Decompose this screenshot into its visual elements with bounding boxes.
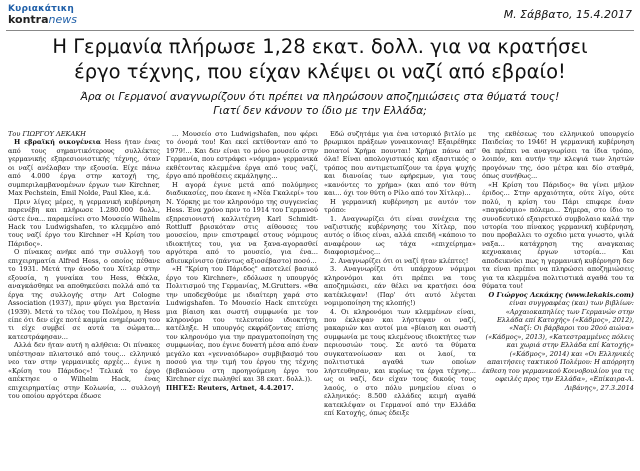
author-bio <box>482 291 634 392</box>
bio-website-link[interactable]: (www.lekakis.com) <box>565 290 634 299</box>
paragraph: Πριν λίγες μέρες, η γερμανική κυβέρνηση παρενέβη και πλήρωσε 1.280.000 δολλ., ώστε ένα... παραμείνει στο Μουσείο Wilhelm Hack του Ludwigshafen, το κλεμμένο από τους ναζί έργο του Kirchner «Η Κρίση του Πάριδος». <box>8 197 160 248</box>
logo-brand-main: kontra <box>8 13 49 26</box>
headline-line-1: Η Γερμανία πλήρωσε 1,28 εκατ. δολλ. για να κρατήσει <box>52 35 588 58</box>
paragraph: 2. Αναγνωρίζει ότι οι ναζί ήταν κλέπτες! <box>330 256 469 265</box>
headline-line-2: έργο τέχνης, που είχαν κλέψει οι ναζί από εβραίο! <box>74 60 566 83</box>
article-column-4 <box>482 130 634 468</box>
article-column-1 <box>8 130 160 468</box>
byline: Του ΓΙΩΡΓΟΥ ΛΕΚΑΚΗ <box>8 130 86 138</box>
subtitle-line-1: Άρα οι Γερμανοί αναγνωρίζουν ότι πρέπει να πληρώσουν αποζημιώσεις στα θύματά τους! <box>80 91 560 103</box>
lead-in: Η εβραϊκή οικογένεια <box>14 138 101 147</box>
paragraph <box>8 138 160 197</box>
paragraph: 3. Αναγνωρίζει ότι υπάρχουν νόμιμοι κληρονόμοι και ότι πρέπει να τους αποζημιώσει, εάν θέλει να κρατήσει όσα κατέκλεψαν! (Παρ' ότι αυτό λέγεται νομιμοποίηση της κλοπής!) <box>324 265 476 308</box>
paragraph-text: Hess ήταν ένας από τους σημαντικότερους συλλέκτες γερμανικής εξπρεσιονιστικής τέχνης, όταν οι ναζί ανέλαβαν την εξουσία. Είχε πάνω από 4.000 έργα στην κατοχή της, συμπεριλαμβανομένων έργων των Kirchner, Max Pechstein, Emil Nolde, Paul Klee, κ.ά. <box>8 138 160 198</box>
bio-author: Ο Γιώργος Λεκάκης <box>488 290 563 299</box>
newspaper-logo <box>8 5 77 25</box>
paragraph: 4. Οι κληρονόμοι των κλεμμένων είναι, που έκλεψαν και λήστεψαν οι ναζί, μακαριών και αυτοί μια «βίαιση και σωστή συμφωνία με τους κλεμένους ιδιοκτήτες των περιουσιών τους. Σε αυτό τα θύματα συγκατανοίωσαν και οι λαοί, τα πολιτιστικά αγαθά των οποίων λήστευθησαν, και κυρίως τα έργα τέχνης... ως οι ναζί, δεν είχαν τους δικούς τους λαούς, ο στο πόλυ μνημείου είναι ο ελληνικός: 8.500 ελλάδες κειμή αγαθά κατεκλέψαν οι Γερμανοί από την Ελλάδα επί Κατοχής, όπως έδειξε <box>324 307 476 417</box>
paragraph: Η γερμανική κυβέρνηση με αυτόν τον τρόπο: <box>324 197 476 215</box>
paragraph: Η αγορά έγινε μετά από πολύμηνες διαδικασίες, που έκανε η «Νέα Γκαλερί» του Ν. Υόρκης με τον κληρονόμο της συγγενείας Hess. Ένα χρόνο πριν το 1914 του Γερμανού εξπρεσιονιστή καλλιτέχνη Karl Schmidt-Rottluff βρισκόταν στις αίθουσες του μουσείου, πριν επιστραφεί στους νόμιμους ιδιοκτήτες του, για να ξανα-αγορασθεί αργότερα από το μουσείο, για ένα... αδιευκρίνιστο (πάντως αξιοσέβαστο) ποσό... <box>166 180 318 265</box>
article-column-3 <box>324 130 476 468</box>
paragraph: Αλλά δεν ήταν αυτή η αλήθεια: Οι πίνακες υπέστησαν πλιατσικό από τους... ελληνικό νεο ταν στην γερμανικές αρχές... έγινε η «Κρίση του Πάριδος»! Τελικά το έργο απέκτησε ο Wilhelm Hack, ένας επιχειρηματίας στην Κολωνία, ... συλλογή του οποίου αργότερα έδωσε <box>8 341 160 401</box>
headline <box>8 34 632 84</box>
paragraph: Ο πίνακας ανήκε από την συλλογή του επιχειρηματία Alfred Hess, ο οποίος πέθανε το 1931. Μετά την άνοδο του Χίτλερ στην εξουσία, η γυναίκα του Hess, Θέκλα, αναγκάσθηκε να αποθηκεύσει πολλά από τα έργα της συλλογής στην Art Cologne Association (1937), πριν φύγει για Βρετανία (1939). Μετά το τέλος του Πολέμου, η Hess είπε ότι δεν είχε ποτέ καμμία ενημέρωση του τι είχε συμβεί σε αυτά τα σώματα... κατεστράφησαν... <box>8 248 160 341</box>
subtitle-line-2: Γιατί δεν κάνουν το ίδιο με την Ελλάδα; <box>213 105 427 117</box>
logo-top-word: Κυριακάτικη <box>8 4 75 14</box>
logo-brand-suffix: news <box>48 13 77 26</box>
paragraph: Εδώ συζητάμε για ένα ιστορικό βιτλίο με βρωμικοι πράξεων γυναικονιας! Εξαιρέθηκε ποιατοί Χρήμα πουνται! Χρήμα πάνω απ' όλα! Είναι απολογιστικός και εξασιτικός ο τρόπος που αντιμετωπίζουν τα έργα ψυχής και διανοίας των εφήρεμων, για τους «κανόντες το χρήμα» (και από τον θύτη και... όχι τον θύτη ο Ρίλο από τον Χίτλερ)... <box>324 130 476 198</box>
article-column-2 <box>166 130 318 468</box>
bio-text: είναι συγγραφέας (και) των βιβλίων: «Αρχαιοκαπηλίες των Γερμανών στην Ελλάδα επί Κατοχής» («Κάδμος», 2012), «Ναζί: Οι βάρβαροι του 20ού αιώνα» («Κάδμος», 2013), «Κατεστραμμένες πόλεις και χωριά στην Ελλάδα επί Κατοχής» («Κάδμος», 2014) και «Οι Ελληνικές απαιτήσεις τακτικού Πολέμου: Η απόρρητη έκθεση του γερμανικού Κοινοβουλίου για τις οφειλές προς την Ελλάδα», «Επίκαιρα-Α. Λιβάνης», 27.3.2014 <box>482 299 634 392</box>
paragraph: «Η "Κρίση του Πάριδος" αποτελεί βασικό έργο του Kirchner», εδόλωσε η υπουργός Πολιτισμού της Γερμανίας, M.Grutters. «Θα την υποδεχθούμε με ιδιαίτερη χαρά στο Ludwigshafen. Το Μουσείο Hack επιτεύχει μια βίαιση και σωστή συμφωνία με τον κληρονόμο του τελευταίου ιδιοκτήτη, κατέληξε. Η υπουργός εκφράζοντας επίσης τον κληρονόμο για την πραγματοποίηση της συμφωνίας, που έγινε δυνατή μέσα από έναν μεγάλο και «γενναιόδωρο» συμβιβασμό του ποσού για την τιμή του έργου της τέχνης (βεβαιώσου στη προηγούμενη έργο του Kirchner είχε πωληθεί και 38 εκατ. δολλ.)). <box>166 265 318 384</box>
sources-line: ΠΗΓΕΣ: Reuters, Artnet, 4.4.2017. <box>166 383 294 392</box>
subtitle <box>8 90 632 118</box>
issue-date: Μ. Σάββατο, 15.4.2017 <box>503 8 632 21</box>
paragraph: 1. Αναγνωρίζει ότι είναι συνέχεια της ναζιστικής κυβέρνησης του Χίτλερ, που αυτός ο ίδιος είναι, αλλά επειδή «κάποιο το αναφέρουν ως τάχα «επιχείρημα» διαφορισμένος... <box>324 214 476 257</box>
paragraph: ... Μουσείο στο Ludwigshafen, που φέρει το όνομά του! Και εκεί εκτίθονταν από το 1979!... Και δεν είναι το μόνο μουσείο στην Γερμανία, που εστράφει «νόμιμα» γερμανικά εκθέτοντας κλεμμένα έργα από τους ναζί, έργο από προθέσεις εκμάληψης... <box>166 130 318 181</box>
paragraph: της εκθέσεως του ελληνικού υπουργείο Παιδείας το 1946! Η γερμανική κυβέρνηση θα πρέπει να αναγνωρίσει τα ίδια τρόπο, λοιπόν, και αυτήν την κλεψιά των ληστών προγόνων της, όσο μέτρα και δίο σταθμά, όπως συνήθως... <box>482 130 634 181</box>
masthead <box>6 4 634 31</box>
logo-brand <box>8 14 77 25</box>
paragraph: «Η Κρίση του Πάριδος» θα γίνει μήλον έριδος... Στην αρχαιότητα, ούτε λίγο, ούτε πολύ, η κρίση του Πάρι επιφερε έναν «παγκόσμιο» πόλεμο... Σήμερα, στο ίδιο το συνοδευτικό εξαιρετικό συμβολαιο καλά την ιστορία του πίνακος γερμανική κυβέρνηση, που προβαλλει το σχεδιο μετα γνωστο, ψιλά ναξα... κατάχρηση της αναγκαιας κεχνακαιας έργων ιστορία... Και αποδεικνύει πως η γερμανική κυβέρνηση δεν τα είναι πρέπει να πληρώσει αποζημιώσεις για τα κλεμμένα πολιτιστικά αγαθά του τα θύματα του! <box>482 180 634 291</box>
